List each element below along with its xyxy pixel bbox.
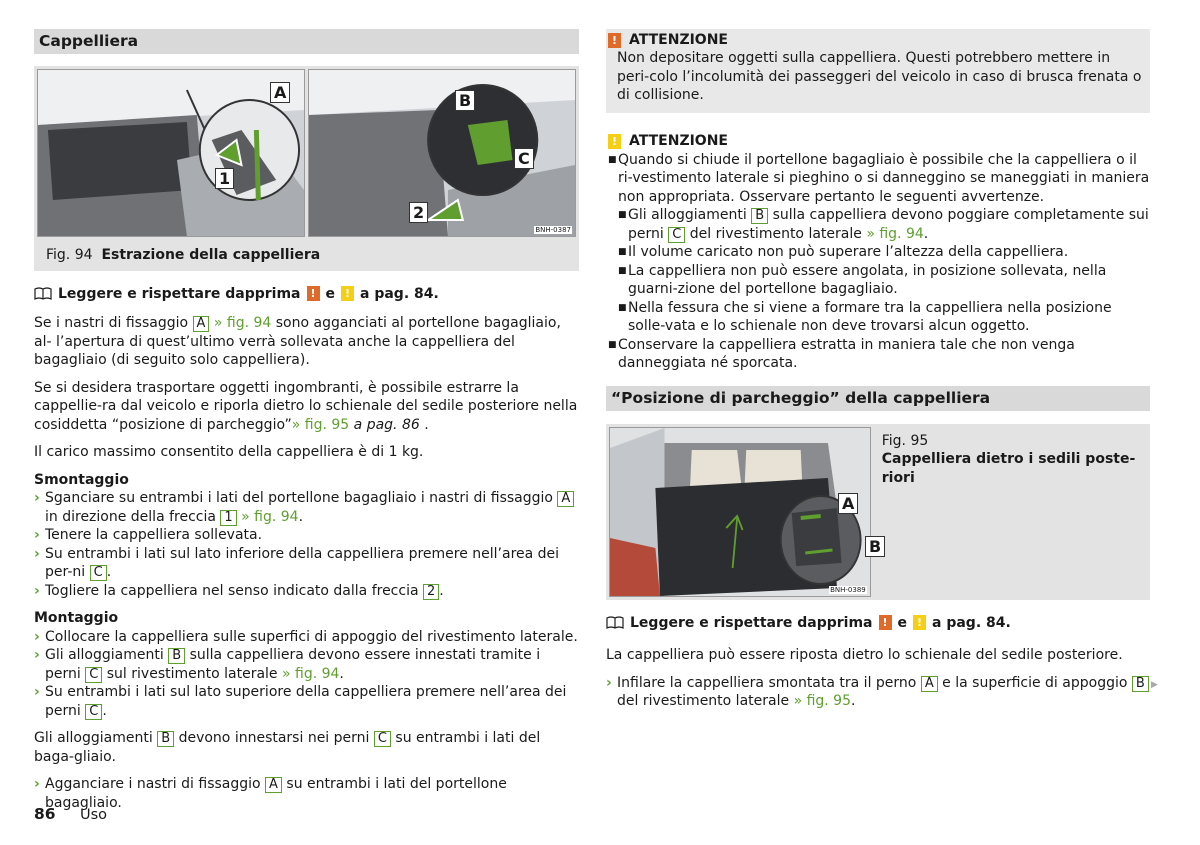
right-column	[606, 29, 1150, 711]
step-arrow-icon: ›	[34, 776, 40, 792]
figure-label-A: A	[270, 82, 290, 103]
step-arrow-icon: ›	[34, 527, 40, 543]
figure-code: BNH-0387	[535, 226, 571, 234]
link-fig-94[interactable]: » fig. 94	[241, 508, 299, 525]
book-icon	[34, 287, 52, 300]
step-smontaggio-2: › Tenere la cappelliera sollevata.	[34, 527, 263, 543]
warning-yellow-icon: !	[608, 134, 621, 149]
figure-label-A: A	[838, 493, 858, 514]
paragraph-riposta: La cappelliera può essere riposta dietro lo schienale del sedile posteriore.	[606, 647, 1123, 663]
warning-red-icon: !	[608, 33, 621, 48]
figure-code: BNH-0389	[830, 585, 866, 594]
step-arrow-icon: ›	[34, 582, 40, 599]
step-montaggio-3: › Su entrambi i lati sul lato superiore della cappelliera premere nell’area dei perni C .	[34, 684, 567, 719]
step-arrow-icon: ›	[34, 628, 40, 645]
paragraph-nastri: Se i nastri di fissaggio A » fig. 94 sono agganciati al portellone bagagliaio, al- l’apertura di quest’ultimo verrà sollevata anche la cappelliera del bagagliaio (di seguito solo cappelliera).	[34, 315, 561, 368]
warning-sub-bullet: ■ Nella fessura che si viene a formare tra la cappelliera nella posizione solle-vata e lo schienale non deve trovarsi alcun oggetto.	[618, 299, 1112, 334]
warning-sub-bullet: ■ Il volume caricato non può superare l’altezza della cappelliera.	[618, 244, 1069, 260]
link-fig-95[interactable]: » fig. 95	[291, 416, 350, 433]
figure-label-B: B	[455, 90, 475, 111]
warning-red-icon: !	[879, 615, 892, 630]
figure-label-2: 2	[409, 202, 428, 223]
figure-95-caption: Fig. 95 Cappelliera dietro i sedili poste-riori	[881, 432, 1136, 486]
link-fig-94[interactable]: » fig. 94	[213, 315, 272, 331]
figure-95	[606, 424, 1150, 600]
figure-94-image-right	[308, 69, 576, 237]
warning-red-icon: !	[307, 286, 320, 301]
step-montaggio-2: › Gli alloggiamenti B sulla cappelliera devono essere innestati tramite i perni C sul rivestimento laterale » fig. 94.	[34, 647, 541, 682]
step-arrow-icon: ›	[606, 674, 612, 691]
step-arrow-icon: ›	[34, 490, 40, 506]
page-section: Uso	[80, 807, 108, 823]
figure-94	[34, 66, 579, 271]
subheading-smontaggio: Smontaggio	[34, 471, 129, 488]
left-column	[34, 29, 579, 812]
step-arrow-icon: ›	[34, 647, 40, 663]
warning-yellow-icon: !	[341, 286, 354, 301]
step-smontaggio-1: › Sganciare su entrambi i lati del portellone bagagliaio i nastri di fissaggio A in direzione della freccia 1 » fig. 94.	[34, 489, 579, 526]
step-montaggio-1: › Collocare la cappelliera sulle superfici di appoggio del rivestimento laterale.	[34, 628, 578, 645]
paragraph-alloggiamenti: Gli alloggiamenti B devono innestarsi nei perni C su entrambi i lati del baga-gliaio.	[34, 730, 541, 765]
paragraph-trasporto: Se si desidera trasportare oggetti ingombranti, è possibile estrarre la cappellie-ra dal veicolo e riporla dietro lo schienale del sedile posteriore nella cosiddetta “posizione di parcheggio”» fig. 95 a pag. 86 .	[34, 379, 578, 433]
figure-label-C: C	[514, 148, 534, 169]
warning-box-2: ! ATTENZIONE ■ Quando si chiude il portellone bagagliaio è possibile che la cappelliera o il ri-vestimento laterale si pieghino o si danneggino se maneggiati in maniera non appropriata. Osservare pertanto le seguenti avvertenze. ■ Gli alloggiamenti B sulla cappelliera devono poggiare completamente sui perni C del rivestimento laterale » fig. 94. ■ Il volume caricato non può superare l’altezza della cappelliera. ■ La cappelliera non può essere angolata, in posizione sollevata, nella guarni-zione del portellone bagagliaio. ■ Nella fessura che si viene a formare tra la cappelliera nella posizione solle-vata e lo schienale non deve trovarsi alcun oggetto. ■ Conservare la cappelliera estratta in maniera tale che non venga danneggiata né sporcata.	[608, 133, 1150, 371]
figure-95-image	[609, 427, 882, 597]
figure-label-1: 1	[215, 168, 234, 189]
link-fig-95[interactable]: » fig. 95	[793, 693, 851, 709]
section-heading-posizione: “Posizione di parcheggio” della cappelliera	[606, 386, 1150, 411]
step-smontaggio-3: › Su entrambi i lati sul lato inferiore della cappelliera premere nell’area dei per-ni C .	[34, 545, 560, 580]
warning-sub-bullet: ■ La cappelliera non può essere angolata, in posizione sollevata, nella guarni-zione del portellone bagagliaio.	[618, 262, 1107, 297]
step-arrow-icon: ›	[34, 684, 40, 700]
warning-sub-bullet: ■ Gli alloggiamenti B sulla cappelliera devono poggiare completamente sui perni C del rivestimento laterale » fig. 94.	[618, 207, 1149, 242]
subheading-montaggio: Montaggio	[34, 610, 119, 626]
link-fig-94[interactable]: » fig. 94	[866, 225, 924, 242]
book-icon	[606, 616, 624, 629]
page-number: 86	[34, 805, 56, 823]
step-infilare: › Infilare la cappelliera smontata tra il perno A e la superficie di appoggio B del rivestimento laterale » fig. 95.	[606, 674, 1150, 711]
read-first-note: Leggere e rispettare dapprima ! e ! a pag. 84.	[34, 285, 579, 304]
warning-yellow-icon: !	[913, 615, 926, 630]
link-fig-94[interactable]: » fig. 94	[281, 665, 340, 682]
figure-label-B: B	[865, 536, 885, 557]
step-smontaggio-4: › Togliere la cappelliera nel senso indicato dalla freccia 2 .	[34, 582, 444, 599]
figure-94-caption: Fig. 94 Estrazione della cappelliera	[46, 247, 321, 263]
continue-arrow-icon: ▶	[1151, 680, 1158, 690]
warning-box-1: ! ATTENZIONE Non depositare oggetti sulla cappelliera. Questi potrebbero mettere in peri-colo l’incolumità dei passeggeri del veicolo in caso di brusca frenata o di collisione.	[606, 29, 1150, 113]
warning-bullet: ■ Conservare la cappelliera estratta in maniera tale che non venga danneggiata né sporcata.	[608, 336, 1075, 371]
section-heading-cappelliera: Cappelliera	[34, 29, 579, 54]
warning-bullet: ■ Quando si chiude il portellone bagagliaio è possibile che la cappelliera o il ri-vestimento laterale si pieghino o si danneggino se maneggiati in maniera non appropriata. Osservare pertanto le seguenti avvertenze.	[608, 151, 1150, 205]
figure-94-image-left	[37, 69, 305, 237]
step-arrow-icon: ›	[34, 545, 40, 562]
read-first-note: Leggere e rispettare dapprima ! e ! a pag. 84.	[606, 614, 1150, 633]
ref-box-A: A	[193, 316, 210, 332]
step-agganciare: › Agganciare i nastri di fissaggio A su entrambi i lati del portellone bagagliaio.	[34, 776, 507, 811]
paragraph-carico: Il carico massimo consentito della cappelliera è di 1 kg.	[34, 444, 424, 460]
